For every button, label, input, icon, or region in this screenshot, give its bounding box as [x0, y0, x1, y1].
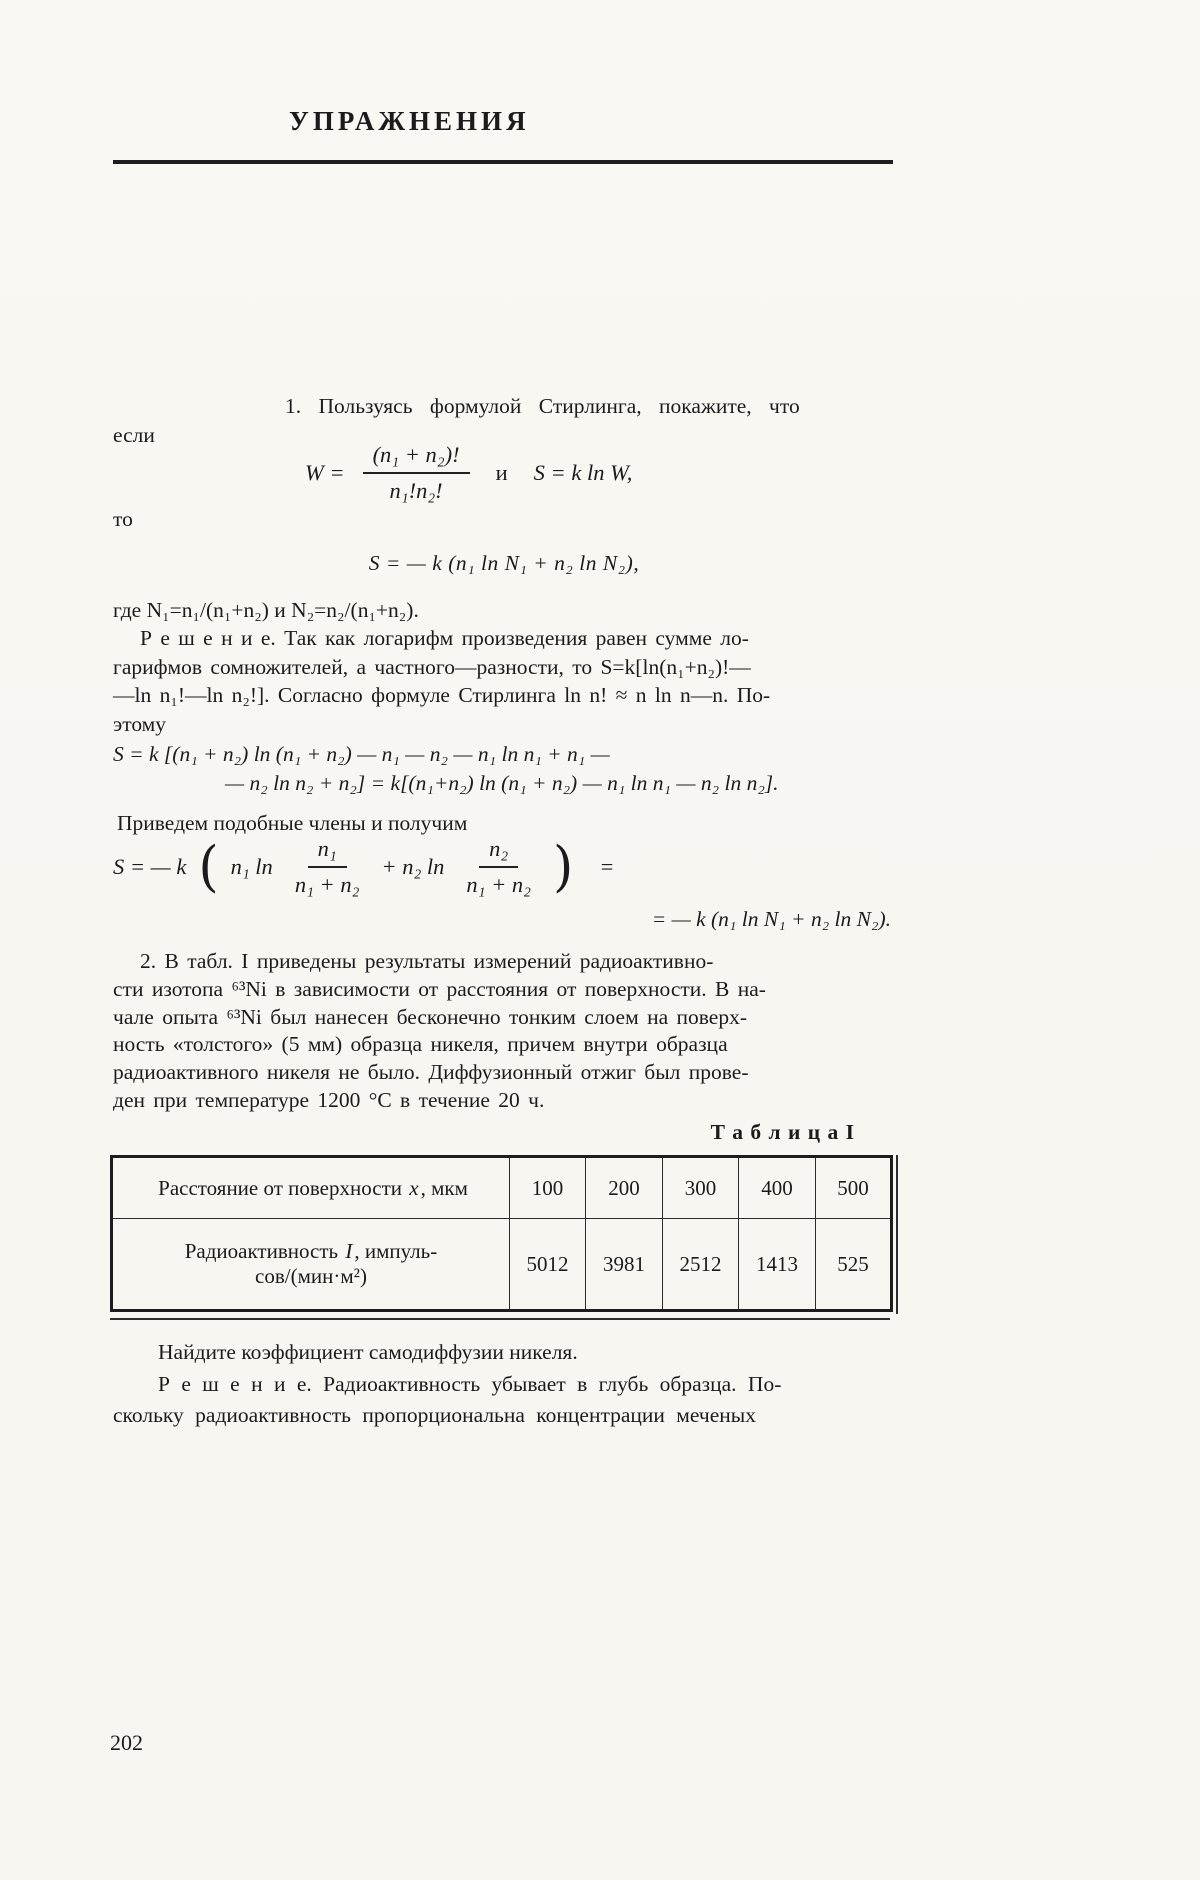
eq-expanded-line1: S = k [(n₁ + n₂) ln (n₁ + n₂) — n₁ — n₂ — n₁ ln n₁ + n₁ —: [113, 742, 610, 766]
activity-value: 2512: [663, 1219, 739, 1311]
row-distance-variable: x: [409, 1175, 419, 1200]
line-gde: где N₁=n₁/(n₁+n₂) и N₂=n₂/(n₁+n₂).: [113, 598, 419, 622]
row-distance-unit: , мкм: [420, 1175, 468, 1200]
para-solution2: Р е ш е н и е. Радиоактивность убывает в глубь образца. По- скольку радиоактивность пропорциональна концентрации меченых: [113, 1372, 782, 1427]
close-paren: ): [552, 835, 574, 899]
distance-value: 100: [510, 1157, 586, 1219]
para-solution1: Р е ш е н и е. Так как логарифм произведения равен сумме ло- гарифмов сомножителей, а частного—разности, то S=k[ln(n₁+n₂)!— —ln n₁!—ln n₂!]. Согласно формуле Стирлинга ln n! ≈ n ln n—n. По- этому: [113, 626, 771, 736]
exercise1-intro: 1. Пользуясь формулой Стирлинга, покажите, что: [285, 394, 800, 418]
activity-value: 5012: [510, 1219, 586, 1311]
para-exercise2: 2. В табл. I приведены результаты измерений радиоактивно- сти изотопа ⁶³Ni в зависимости от расстояния от поверхности. В на- чале опыта ⁶³Ni был нанесен бесконечно тонким слоем на поверх- ность «толстого» (5 мм) образца никеля, причем внутри образца радиоактивного никеля не было. Диффузионный отжиг был прове- ден при температуре 1200 °C в течение 20 ч.: [113, 949, 766, 1112]
open-paren: (: [198, 835, 219, 899]
page-title: УПРАЖНЕНИЯ: [289, 106, 530, 136]
activity-value: 525: [816, 1219, 892, 1311]
formula-w: [305, 441, 632, 505]
distance-value: 400: [739, 1157, 816, 1219]
formula-final-term2: + n₂ ln: [381, 853, 445, 879]
formula-final-term1: n₁ ln: [230, 853, 273, 879]
activity-value: 1413: [739, 1219, 816, 1311]
word-to: то: [113, 507, 133, 531]
row-activity-variable: I: [345, 1239, 353, 1263]
fraction-w-numerator: (n₁ + n₂)!: [363, 441, 470, 474]
activity-value: 3981: [586, 1219, 663, 1311]
data-table-wrapper: [110, 1155, 890, 1312]
fraction-1-numerator: n₁: [308, 835, 347, 868]
fraction-2-denominator: n₁ + n₂: [466, 872, 531, 897]
line-naydite: Найдите коэффициент самодиффузии никеля.: [158, 1340, 578, 1364]
row-activity-label: [112, 1219, 510, 1311]
row-activity-label-line2: сов/(мин·м²): [255, 1264, 367, 1288]
formula-final-line2: = — k (n₁ ln N₁ + n₂ ln N₂).: [651, 907, 891, 931]
table-row-activity: [112, 1219, 892, 1311]
fraction-1: [285, 835, 370, 899]
formula-final: [113, 836, 614, 898]
fraction-w-denominator: n₁!n₂!: [389, 478, 443, 504]
fraction-1-denominator: n₁ + n₂: [294, 872, 360, 897]
row-activity-label-line1: [117, 1239, 505, 1264]
table-caption: Т а б л и ц а I: [710, 1120, 855, 1144]
title-rule: [113, 160, 893, 164]
row-distance-label: [112, 1157, 510, 1219]
row-activity-label-text: Радиоактивность: [184, 1239, 344, 1263]
line-privedem: Приведем подобные члены и получим: [117, 811, 468, 835]
table-row-distance: [112, 1157, 892, 1219]
formula-w-rhs: S = k ln W,: [533, 459, 633, 485]
distance-value: 500: [816, 1157, 892, 1219]
formula-final-lhs: S = — k: [113, 853, 187, 879]
row-distance-label-text: Расстояние от поверхности: [158, 1175, 408, 1200]
eq-expanded-line2: — n₂ ln n₂ + n₂] = k[(n₁+n₂) ln (n₁ + n₂) — n₁ ln n₁ — n₂ ln n₂].: [225, 771, 779, 795]
data-table: [110, 1155, 893, 1312]
formula-entropy: S = — k (n₁ ln N₁ + n₂ ln N₂),: [368, 551, 640, 575]
distance-value: 300: [663, 1157, 739, 1219]
fraction-w: [363, 441, 470, 505]
fraction-2-numerator: n₂: [479, 835, 518, 868]
formula-w-lhs: W =: [305, 459, 345, 485]
formula-w-connector: и: [495, 459, 508, 485]
fraction-2: [456, 835, 541, 899]
word-esli: если: [113, 423, 155, 447]
row-activity-unit: , импуль-: [354, 1239, 438, 1263]
distance-value: 200: [586, 1157, 663, 1219]
page-number: 202: [110, 1730, 143, 1755]
formula-final-equals: =: [599, 853, 615, 879]
